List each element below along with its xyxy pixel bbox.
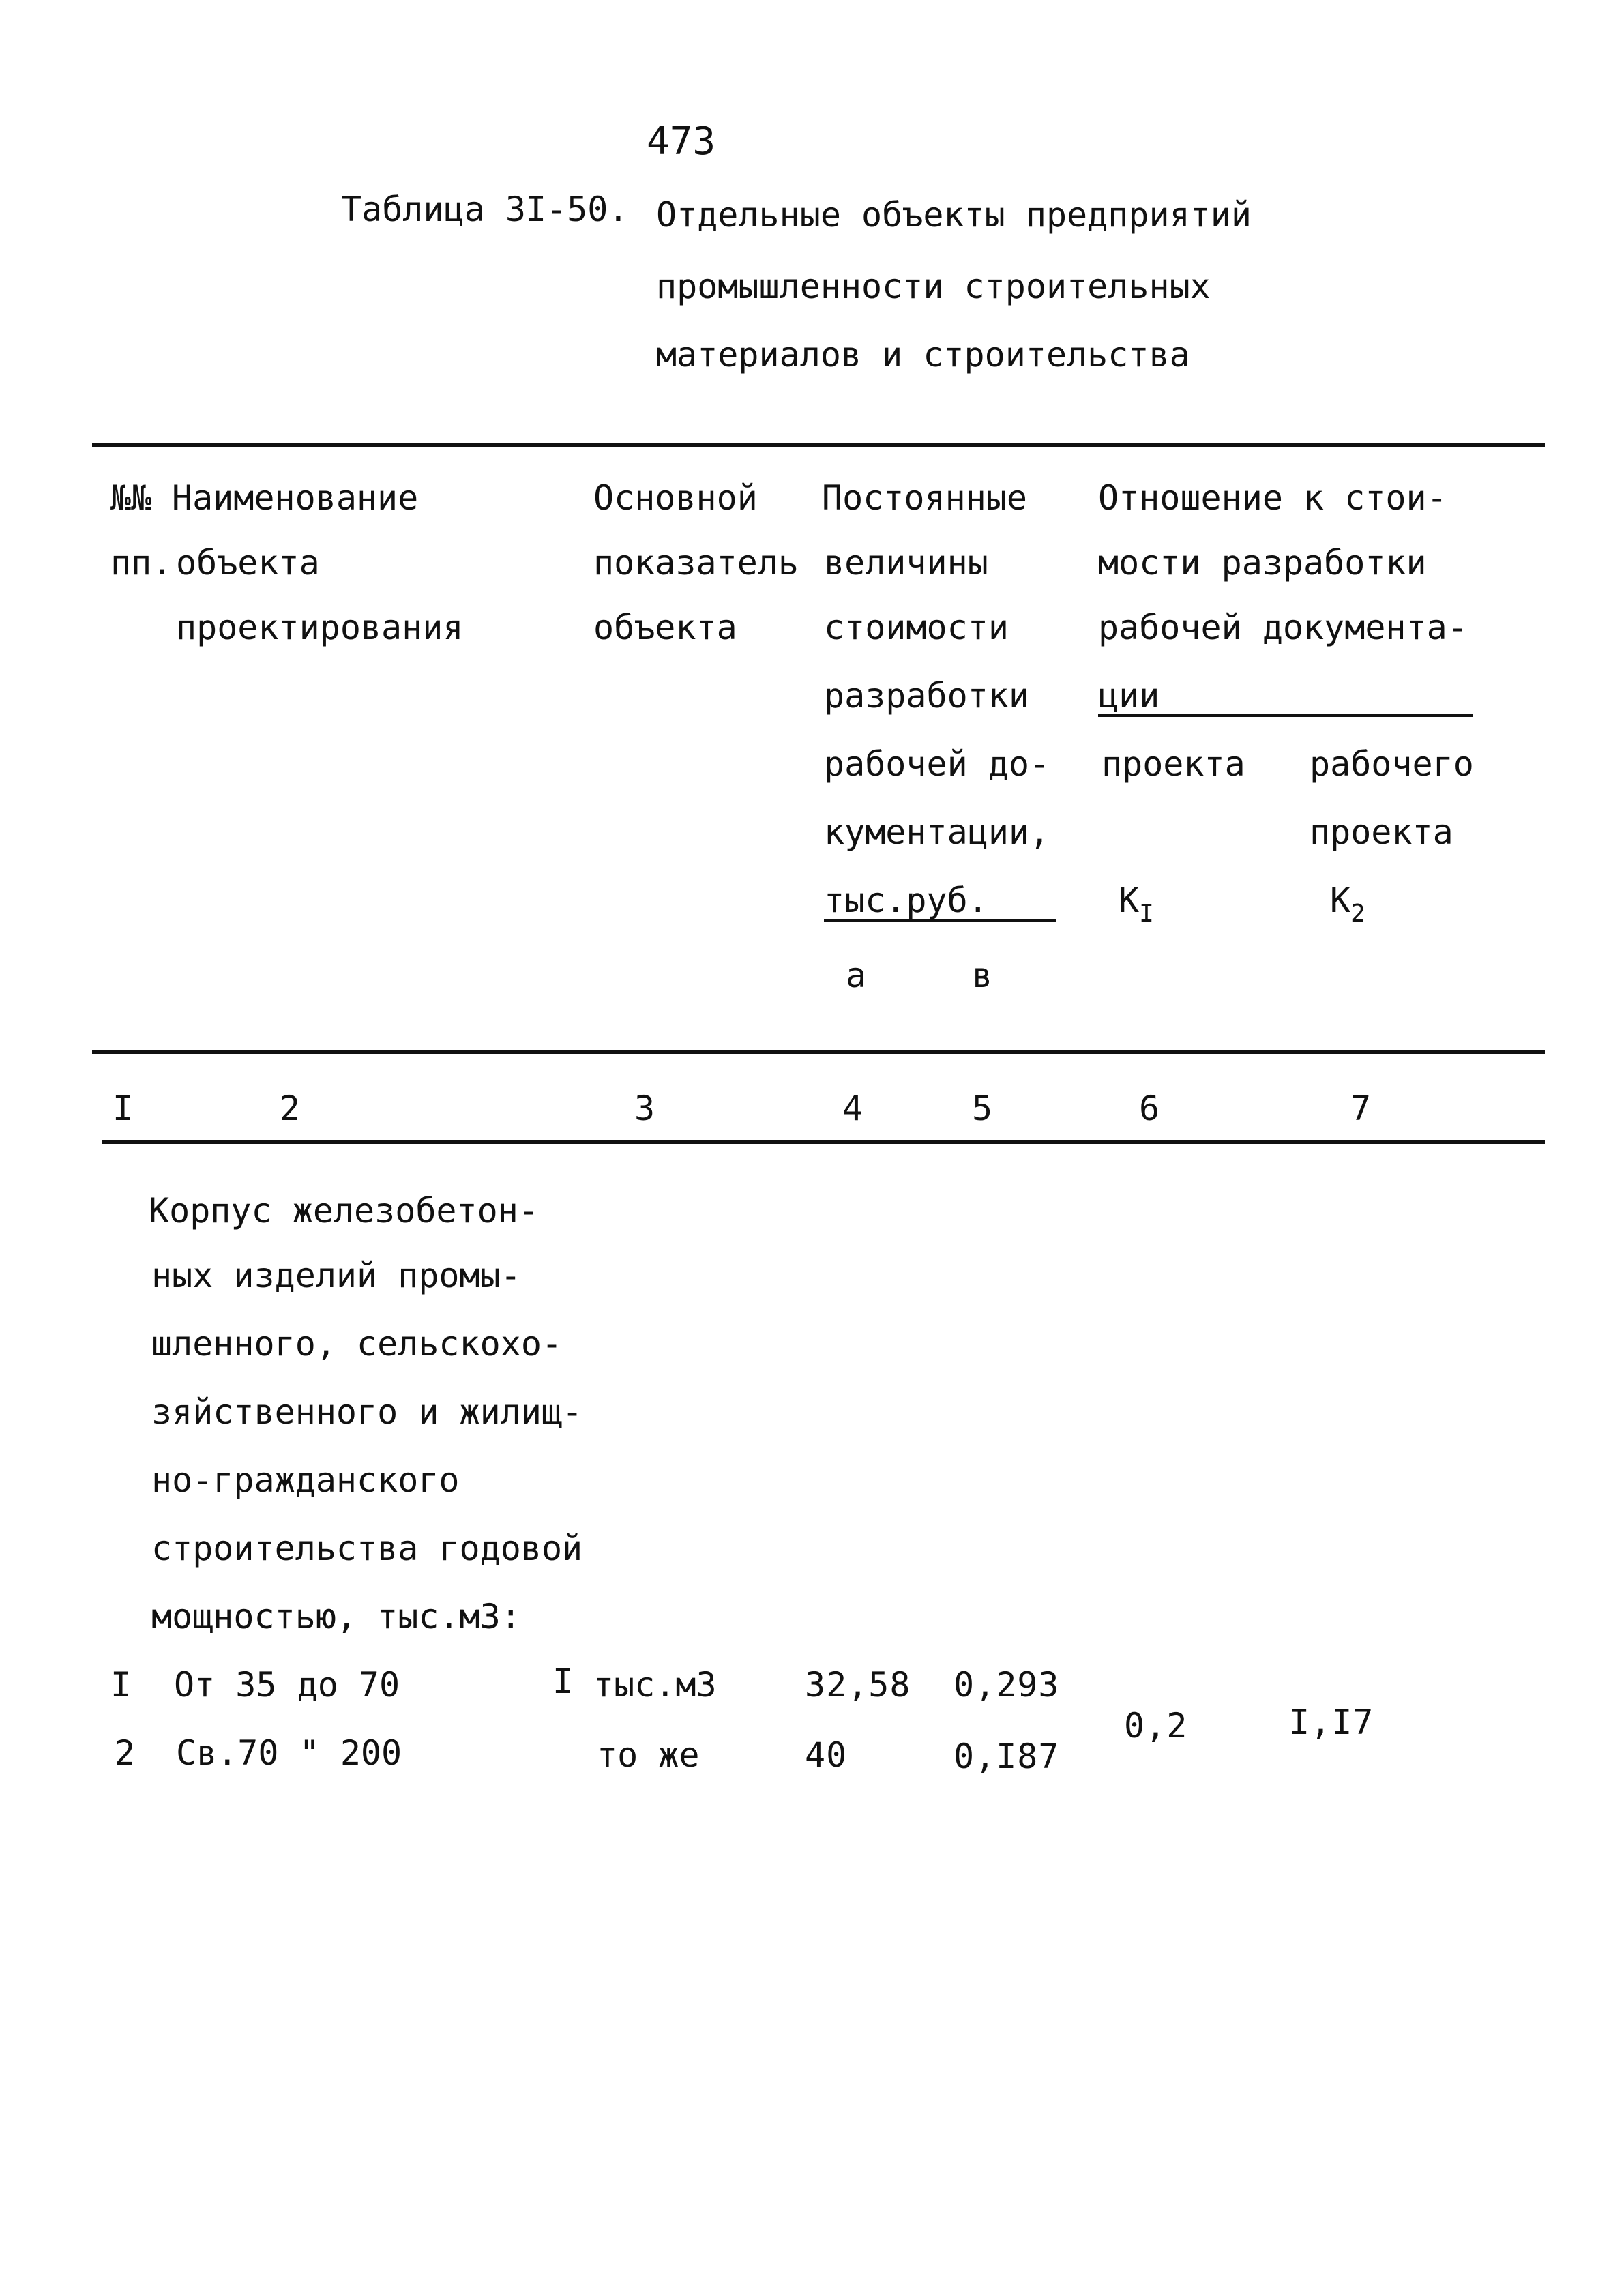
column-number-4: 4	[842, 1089, 863, 1128]
table-title-line-3: материалов и строительства	[656, 335, 1190, 374]
header-col3-line-1: Основной	[593, 478, 758, 518]
header-col45-line-5: рабочей до-	[824, 744, 1050, 784]
header-col7-label-2: проекта	[1310, 812, 1453, 852]
header-col7-coef: $К_2$	[1330, 881, 1365, 928]
header-col45-unit: тыс.руб.	[824, 883, 1056, 922]
section-title-line-2: ных изделий промы-	[151, 1256, 521, 1295]
row-2-b: 0,I87	[954, 1737, 1060, 1776]
section-title-line-4: зяйственного и жилищ-	[151, 1392, 583, 1432]
shared-k1: 0,2	[1124, 1706, 1188, 1746]
row-2-indicator: то же	[597, 1735, 700, 1775]
table-label: Таблица 3I-50.	[341, 190, 629, 229]
column-number-3: 3	[634, 1089, 655, 1128]
column-number-6: 6	[1139, 1089, 1160, 1128]
row-1-a: 32,58	[805, 1665, 911, 1705]
section-title-line-7: мощностью, тыс.м3:	[151, 1597, 521, 1636]
column-number-7: 7	[1350, 1089, 1372, 1128]
header-col3-line-3: объекта	[593, 608, 737, 647]
header-col2-line-3: проектирования	[176, 608, 464, 647]
header-col1-line-2: пп.	[110, 543, 173, 583]
table-title-line-2: промышленности строительных	[656, 267, 1211, 306]
section-title-line-3: шленного, сельскохо-	[151, 1324, 563, 1364]
row-1-indicator-qty: I	[552, 1662, 574, 1701]
column-numbers-bottom-rule	[102, 1140, 1545, 1144]
header-col45-line-2: величины	[824, 543, 988, 583]
section-title-line-6: строительства годовой	[151, 1529, 583, 1568]
page-number: 473	[647, 119, 716, 164]
column-number-1: I	[113, 1089, 134, 1128]
row-1-name: От 35 до 70	[174, 1665, 400, 1705]
header-col45-line-3: стоимости	[824, 608, 1009, 647]
column-number-2: 2	[280, 1089, 301, 1128]
header-col4-sub: а	[846, 956, 867, 995]
table-title-line-1: Отдельные объекты предприятий	[656, 195, 1252, 235]
header-col7-label-1: рабочего	[1310, 744, 1474, 784]
shared-k2: I,I7	[1289, 1703, 1374, 1742]
header-col6-coef: $К_I$	[1119, 881, 1154, 928]
row-1-number: I	[110, 1665, 132, 1705]
header-col67-line-1: Отношение к стои-	[1098, 478, 1447, 518]
header-col3-line-2: показатель	[593, 543, 799, 583]
row-1-indicator: тыс.м3	[593, 1665, 717, 1705]
header-col67-line-3: рабочей документа-	[1098, 608, 1468, 647]
header-col67-line-4: ции	[1098, 679, 1473, 717]
header-col2-line-2: объекта	[176, 543, 320, 583]
header-col45-line-1: Постоянные	[822, 478, 1028, 518]
header-col67-line-2: мости разработки	[1098, 543, 1427, 583]
section-title-line-1: Корпус железобетон-	[149, 1191, 539, 1231]
column-number-5: 5	[972, 1089, 993, 1128]
header-col6-label: проекта	[1102, 744, 1245, 784]
header-col45-line-4: разработки	[824, 676, 1030, 716]
header-col1-line-1: №№	[110, 478, 152, 518]
row-1-b: 0,293	[954, 1665, 1060, 1705]
header-col2-line-1: Наименование	[172, 478, 419, 518]
row-2-a: 40	[805, 1735, 848, 1775]
table-top-rule	[92, 443, 1545, 447]
row-2-number: 2	[115, 1733, 136, 1773]
section-title-line-5: но-гражданского	[151, 1460, 460, 1500]
header-bottom-rule	[92, 1050, 1545, 1054]
header-col5-sub: в	[972, 956, 993, 995]
header-col45-line-6: кументации,	[824, 812, 1050, 852]
row-2-name: Св.70 " 200	[176, 1733, 402, 1773]
